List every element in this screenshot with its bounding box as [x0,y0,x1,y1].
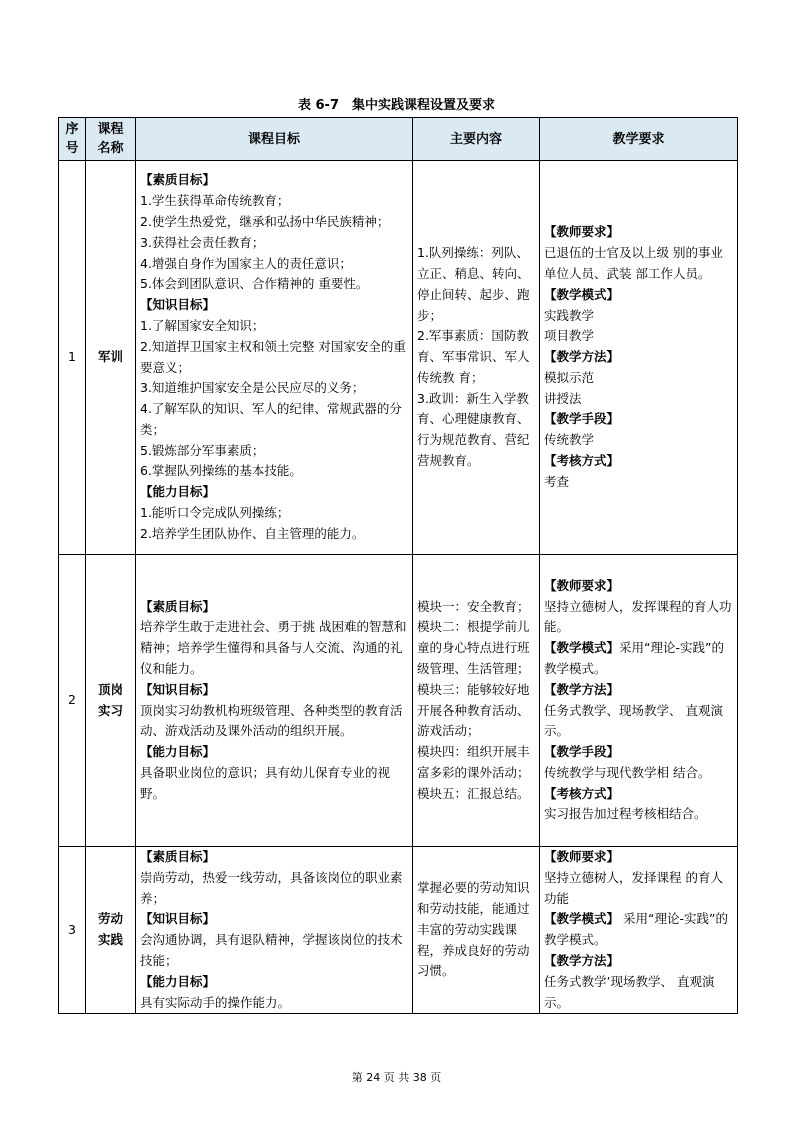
section-heading: 【教师要求】 [544,577,620,593]
section-heading: 【考核方式】 [544,453,620,469]
body-text: 任务式教学、现场教学、 直观演示。 [544,702,723,739]
body-text: 模块一：安全教育； [417,598,530,614]
body-text: 培养学生敢于走进社会、勇于挑 战困难的智慧和精神；培养学生懂得和具备与人交流、沟通的礼仪和能力。 [140,619,407,676]
practice-course-table [58,117,738,1014]
body-text: 讲授法 [544,390,582,406]
body-text: 采用“理论-实践”的教学模式。 [544,911,728,948]
body-text: 5.锻炼部分军事素质； [140,442,265,458]
course-name [86,555,136,847]
body-text: 已退伍的士官及以上级 别的事业单位人员、武装 部工作人员。 [544,245,723,281]
main-content-cell [413,555,540,847]
body-text: 4.了解军队的知识、军人的纪律、常规武器的分类； [140,401,402,437]
section-heading: 【能力目标】 [140,744,216,760]
body-text: 坚持立德树人，发挥课程的育人功能。 [544,598,732,635]
body-text: 1.能听口令完成队列操练； [140,505,290,521]
section-heading: 【素质目标】 [140,849,216,864]
table-row [59,555,738,847]
section-heading: 【知识目标】 [140,911,216,927]
section-heading: 【能力目标】 [140,973,216,989]
body-text: 1.了解国家安全知识； [140,317,265,333]
body-text: 实践教学 [544,307,595,323]
heading-with-text [544,909,733,951]
body-text: 2.知道捍卫国家主权和领土完整 对国家安全的重要意义； [140,338,406,375]
body-text: 具备职业岗位的意识；具有幼儿保育专业的视野。 [140,764,391,801]
body-text: 5.体会到团队意识、合作精神的 重要性。 [140,276,369,292]
body-text: 模块三：能够较好地开展各种教育活动、游戏活动； [417,681,530,739]
body-text: 2.培养学生团队协作、自主管理的能力。 [140,525,365,541]
course-name-part: 军训 [97,349,123,365]
body-text: 掌握必要的劳动知识和劳动技能，能通过丰富的劳动实践课程，养成良好的劳动习惯。 [417,880,530,979]
course-goals-cell [136,161,413,555]
section-heading: 【教学手段】 [544,411,620,427]
body-text: 会沟通协调，具有退队精神，学握该岗位的技术技能； [140,932,403,968]
header-main-content: 主要内容 [413,118,540,161]
body-text: 1.队列操练：列队、立正、稍息、转向、停止间转、起步、跑步； [417,245,530,323]
teaching-requirements-cell [540,161,738,555]
body-text: 模拟示范 [544,369,595,385]
course-name-part: 实践 [97,932,123,948]
header-teaching-requirements: 教学要求 [540,118,738,161]
teaching-requirements-cell [540,555,738,847]
course-name [86,161,136,555]
section-heading: 【教学模式】 [544,286,620,302]
section-heading: 【考核方式】 [544,785,620,801]
section-heading: 【能力目标】 [140,484,216,500]
page-footer: 第 24 页 共 38 页 [351,1071,442,1084]
section-heading: 【教学手段】 [544,744,620,760]
section-heading: 【教师要求】 [544,849,620,864]
course-goals-cell [136,847,413,1014]
course-goals-cell [136,555,413,847]
body-text: 2.军事素质：国防教育、军事常识、军人传统教 育； [417,328,530,385]
row-number: 3 [59,847,86,1014]
main-content-cell [413,161,540,555]
body-text: 1.学生获得革命传统教育； [140,193,290,209]
body-text: 具有实际动手的操作能力。 [140,994,291,1010]
body-text: 采用“理论-实践”的教学模式。 [544,640,724,676]
body-text: 3.知道维护国家安全是公民应尽的义务； [140,380,365,396]
body-text: 3.政训：新生入学教育、心理健康教育、行为规范教育、营纪营规教育。 [417,390,530,469]
header-course-goals: 课程目标 [136,118,413,161]
section-heading: 【知识目标】 [140,297,216,313]
body-text: 任务式教学’现场教学、 直观演示。 [544,973,715,1010]
body-text: 3.获得社会责任教育； [140,234,265,250]
body-text: 传统教学与现代教学相 结合。 [544,764,711,780]
header-course-name: 课程 名称 [86,118,136,161]
main-content-cell [413,847,540,1014]
body-text: 顶岗实习幼教机构班级管理、各种类型的教育活动、游戏活动及课外活动的组织开展。 [140,702,403,739]
section-heading: 【教学方法】 [544,681,620,697]
body-text: 6.掌握队列操练的基本技能。 [140,463,302,479]
course-name-part: 劳动 [97,911,123,927]
body-text: 崇尚劳动，热爱一线劳动，具备该岗位的职业素养； [140,869,403,906]
body-text: 2.使学生热爱党，继承和弘扬中华民族精神； [140,213,390,229]
row-number: 2 [59,555,86,847]
course-name [86,847,136,1014]
body-text: 坚持立德树人，发择课程 的育人功能 [544,869,723,906]
section-heading: 【教学方法】 [544,349,620,365]
table-row [59,847,738,1014]
header-seq: 序 号 [59,118,86,161]
course-name-part: 顶岗 [97,681,123,697]
body-text: 项目教学 [544,328,595,344]
body-text: 4.增强自身作为国家主人的责任意识； [140,255,352,271]
body-text: 实习报告加过程考核相结合。 [544,806,707,822]
section-heading: 【教学模式】 [544,911,620,927]
table-row [59,161,738,555]
body-text: 模块二：根提学前儿童的身心特点进行班级管理、生活管理； [417,619,530,676]
section-heading: 【素质目标】 [140,598,216,614]
heading-with-text [544,638,733,680]
table-caption: 表 6-7 集中实践课程设置及要求 [297,98,495,113]
body-text: 模块五：汇报总结。 [417,785,530,801]
course-name-part: 实习 [97,702,123,718]
body-text: 考查 [544,473,570,489]
teaching-requirements-cell [540,847,738,1014]
section-heading: 【教学模式】 [544,640,620,656]
body-text: 传统教学 [544,432,595,448]
body-text: 模块四：组织开展丰富多彩的课外活动； [417,744,530,780]
section-heading: 【教师要求】 [544,224,620,240]
section-heading: 【教学方法】 [544,952,620,968]
section-heading: 【素质目标】 [140,172,216,188]
section-heading: 【知识目标】 [140,681,216,697]
row-number: 1 [59,161,86,555]
